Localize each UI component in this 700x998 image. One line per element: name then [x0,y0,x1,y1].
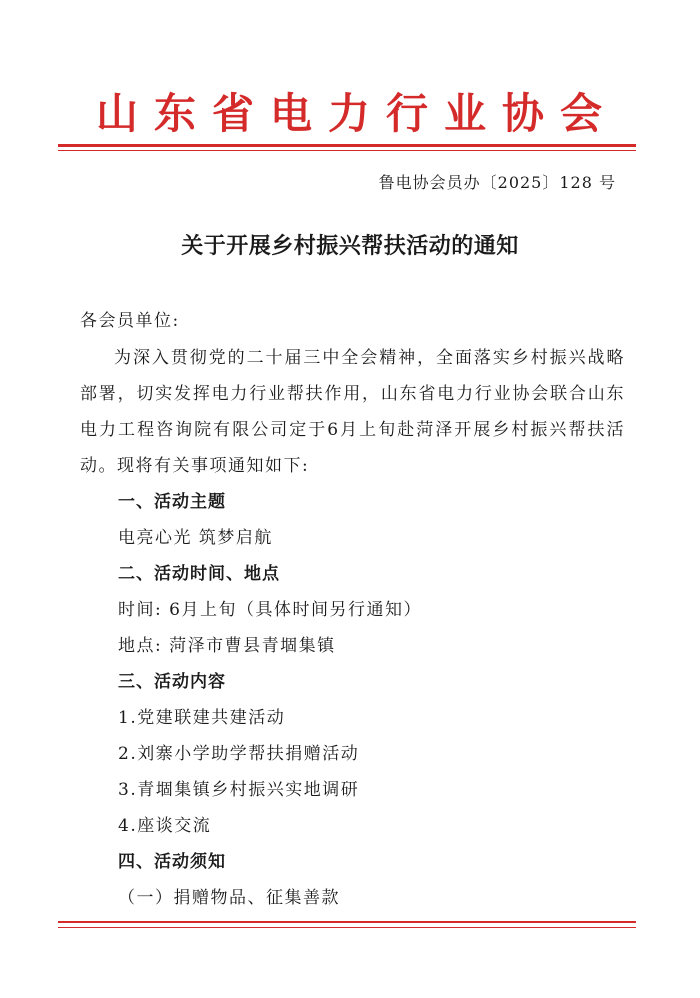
document-number: 鲁电协会员办〔2025〕128 号 [378,173,616,192]
content-item: 2.刘寨小学助学帮扶捐赠活动 [118,744,360,764]
notes-subheading: （一）捐赠物品、征集善款 [118,888,340,908]
footer-red-rule-thin [58,927,636,928]
event-place: 地点: 菏泽市曹县青堌集镇 [118,636,336,656]
content-item: 3.青堌集镇乡村振兴实地调研 [118,780,360,800]
section-heading-theme: 一、活动主题 [118,492,226,512]
content-item: 1.党建联建共建活动 [118,708,286,728]
section-heading-notes: 四、活动须知 [118,852,226,872]
salutation: 各会员单位: [80,311,180,331]
letterhead-org-name: 山东省电力行业协会 [95,89,618,138]
section-heading-time-place: 二、活动时间、地点 [118,564,280,584]
content-item: 4.座谈交流 [118,816,212,836]
document-title: 关于开展乡村振兴帮扶活动的通知 [181,233,519,259]
intro-paragraph: 为深入贯彻党的二十届三中全会精神，全面落实乡村振兴战略部署，切实发挥电力行业帮扶作用，山东省电力行业协会联合山东电力工程咨询院有限公司定于6月上旬赴菏泽开展乡村振兴帮扶活动。现将有关事项通知如下: [80,348,625,476]
footer-red-rule-thick [58,921,636,923]
letterhead-red-rule-thin [58,150,636,151]
theme-content: 电亮心光 筑梦启航 [118,528,273,548]
letterhead-red-rule-thick [58,144,636,147]
document-body [80,304,625,916]
event-time: 时间: 6月上旬（具体时间另行通知） [118,600,422,620]
section-heading-content: 三、活动内容 [118,672,226,692]
